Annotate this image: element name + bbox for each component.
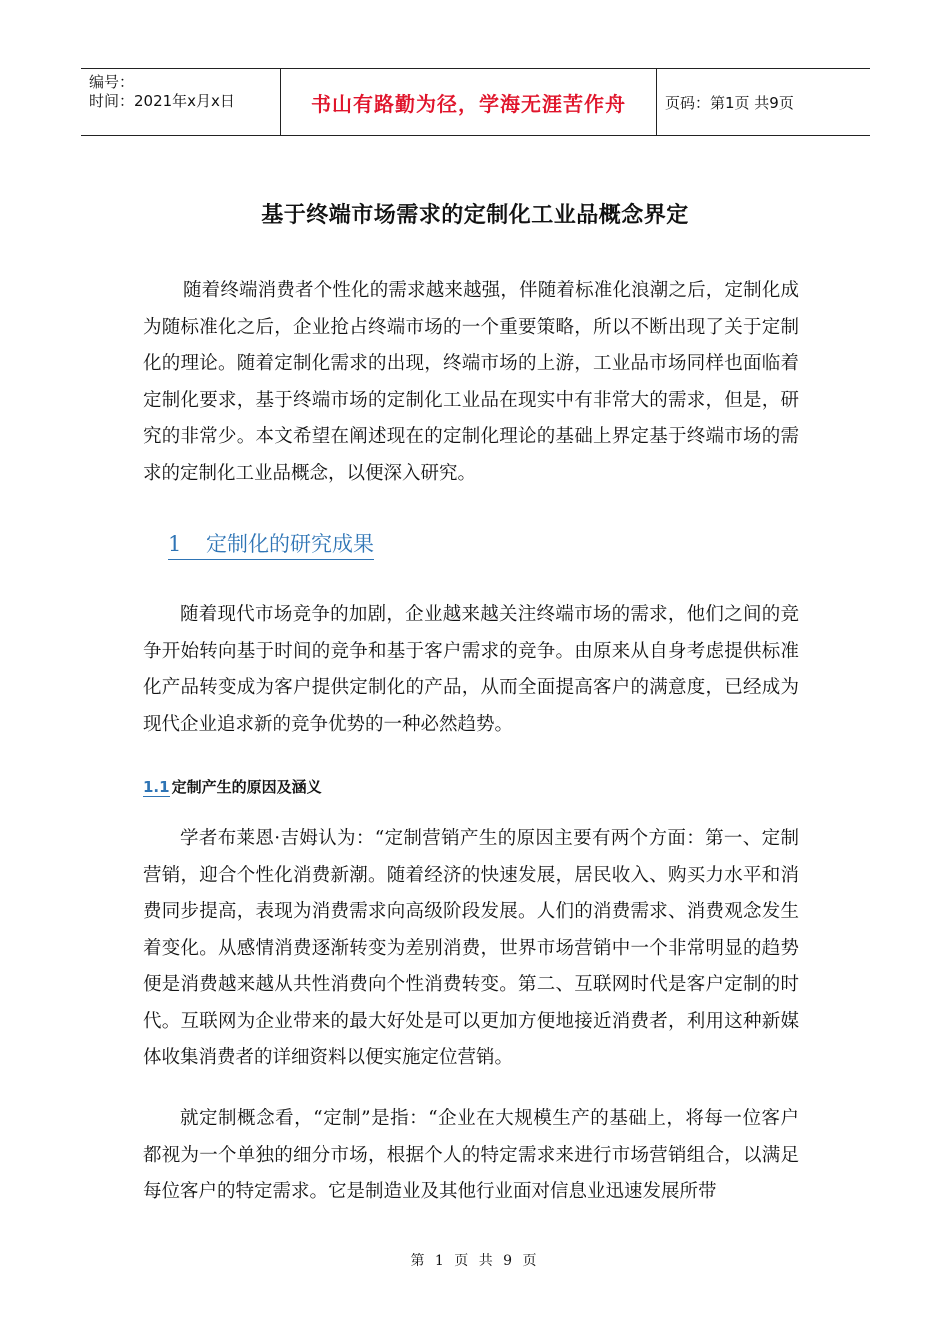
section-1-paragraph: 随着现代市场竞争的加剧，企业越来越关注终端市场的需求，他们之间的竞争开始转向基于时间的竞争和基于客户需求的竞争。由原来从自身考虑提供标准化产品转变成为客户提供定制化的产品，从而全面提高客户的满意度，已经成为现代企业追求新的竞争优势的一种必然趋势。 xyxy=(143,604,799,735)
header-page-info: 页码：第1页 共9页 xyxy=(665,93,794,112)
document-title: 基于终端市场需求的定制化工业品概念界定 xyxy=(261,203,689,228)
intro-paragraph: 随着终端消费者个性化的需求越来越强，伴随着标准化浪潮之后，定制化成为随标准化之后，企业抢占终端市场的一个重要策略，所以不断出现了关于定制化的理论。随着定制化需求的出现，终端市场的上游，工业品市场同样也面临着定制化要求，基于终端市场的定制化工业品在现实中有非常大的需求，但是，研究的非常少。本文希望在阐述现在的定制化理论的基础上界定基于终端市场的需求的定制化工业品概念，以便深入研究。 xyxy=(143,280,799,484)
section-1-1-paragraph-2: 就定制概念看，“定制”是指：“企业在大规模生产的基础上，将每一位客户都视为一个单独的细分市场，根据个人的特定需求来进行市场营销组合，以满足每位客户的特定需求。它是制造业及其他行业面对信息业迅速发展所带 xyxy=(143,1108,799,1202)
section-1-heading xyxy=(168,528,374,560)
document-header xyxy=(81,68,870,136)
section-1-1-heading xyxy=(143,776,322,797)
date-label: 时间：2021年x月x日 xyxy=(89,92,235,110)
section-1-number: 1 xyxy=(168,532,182,556)
number-label: 编号： xyxy=(89,73,135,91)
section-1-1-paragraph-1: 学者布莱恩·吉姆认为：“定制营销产生的原因主要有两个方面：第一、定制营销，迎合个性化消费新潮。随着经济的快速发展，居民收入、购买力水平和消费同步提高，表现为消费需求向高级阶段发展。人们的消费需求、消费观念发生着变化。从感情消费逐渐转变为差别消费，世界市场营销中一个非常明显的趋势便是消费越来越从共性消费向个性消费转变。第二、互联网时代是客户定制的时代。互联网为企业带来的最大好处是可以更加方便地接近消费者，利用这种新媒体收集消费者的详细资料以便实施定位营销。 xyxy=(143,828,799,1068)
header-meta xyxy=(81,69,281,135)
section-1-title: 定制化的研究成果 xyxy=(206,532,374,556)
section-1-1-title: 定制产生的原因及涵义 xyxy=(171,778,322,796)
section-1-1-number: 1.1 xyxy=(143,778,170,796)
header-motto: 书山有路勤为径，学海无涯苦作舟 xyxy=(281,69,657,135)
page-footer: 第 1 页 共 9 页 xyxy=(410,1253,540,1269)
